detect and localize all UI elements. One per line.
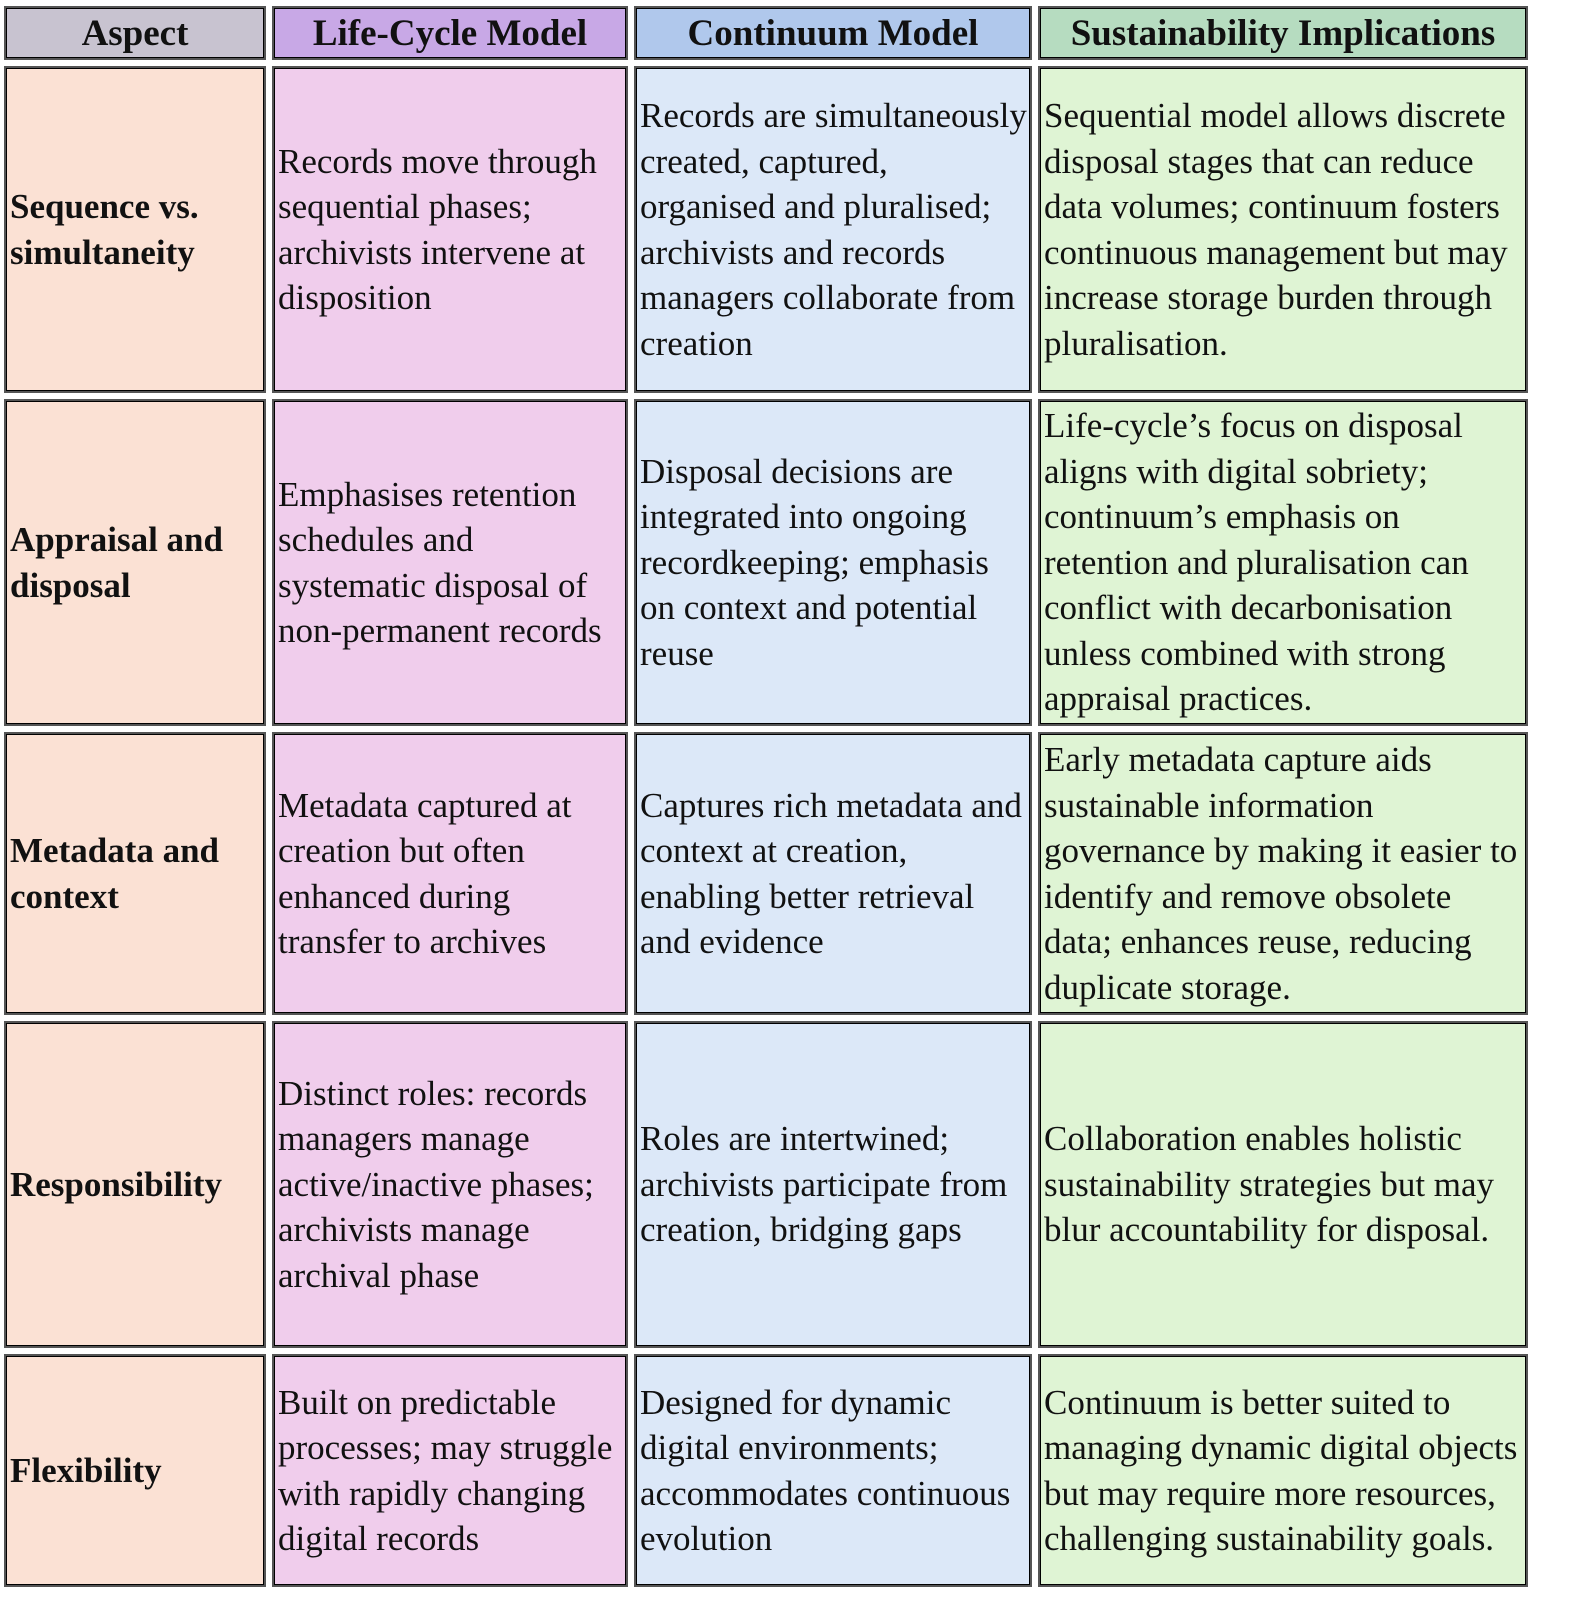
row-3-aspect-text: Metadata and context bbox=[10, 830, 220, 916]
row-1-life-cycle-text: Records move through sequential phases; archivists intervene at disposition bbox=[278, 141, 597, 317]
row-2-aspect bbox=[4, 399, 266, 726]
row-2-life-cycle bbox=[272, 399, 628, 726]
row-3-continuum-text: Captures rich metadata and context at creation, enabling better retrieval and evidence bbox=[640, 785, 1022, 961]
header-sustainability bbox=[1038, 6, 1528, 60]
row-1-aspect bbox=[4, 66, 266, 393]
row-1-life-cycle bbox=[272, 66, 628, 393]
header-continuum bbox=[634, 6, 1032, 60]
comparison-table bbox=[4, 6, 1528, 1587]
row-3-life-cycle bbox=[272, 732, 628, 1015]
row-1-continuum-text: Records are simultaneously created, captured, organised and pluralised; archivists and records managers collaborate from creation bbox=[640, 96, 1027, 363]
row-3-life-cycle-text: Metadata captured at creation but often enhanced during transfer to archives bbox=[278, 785, 572, 961]
row-4-life-cycle bbox=[272, 1021, 628, 1348]
row-3-continuum bbox=[634, 732, 1032, 1015]
row-5-aspect bbox=[4, 1354, 266, 1587]
row-5-continuum bbox=[634, 1354, 1032, 1587]
row-3-aspect bbox=[4, 732, 266, 1015]
row-4-aspect-text: Responsibility bbox=[10, 1164, 222, 1204]
row-4-life-cycle-text: Distinct roles: records managers manage active/inactive phases; archivists manage archival phase bbox=[278, 1073, 594, 1295]
row-2-continuum bbox=[634, 399, 1032, 726]
row-3-sustainability bbox=[1038, 732, 1528, 1015]
row-2-sustainability-text: Life-cycle’s focus on disposal aligns with digital sobriety; continuum’s emphasis on retention and pluralisation can conflict with decarbonisation unless combined with strong appraisal practices. bbox=[1044, 406, 1469, 719]
header-life-cycle bbox=[272, 6, 628, 60]
header-aspect-label: Aspect bbox=[81, 12, 189, 54]
row-5-sustainability bbox=[1038, 1354, 1528, 1587]
row-5-sustainability-text: Continuum is better suited to managing dynamic digital objects but may require more resources, challenging sustainability goals. bbox=[1044, 1382, 1518, 1558]
row-2-continuum-text: Disposal decisions are integrated into ongoing recordkeeping; emphasis on context and potential reuse bbox=[640, 451, 989, 673]
row-2-sustainability bbox=[1038, 399, 1528, 726]
header-aspect bbox=[4, 6, 266, 60]
row-1-sustainability-text: Sequential model allows discrete disposal stages that can reduce data volumes; continuum fosters continuous management but may increase storage burden through pluralisation. bbox=[1044, 96, 1508, 363]
row-4-sustainability-text: Collaboration enables holistic sustainability strategies but may blur accountability for disposal. bbox=[1044, 1119, 1495, 1250]
row-5-aspect-text: Flexibility bbox=[10, 1450, 162, 1490]
row-5-life-cycle bbox=[272, 1354, 628, 1587]
row-4-continuum-text: Roles are intertwined; archivists participate from creation, bridging gaps bbox=[640, 1119, 1008, 1250]
row-4-continuum bbox=[634, 1021, 1032, 1348]
header-continuum-label: Continuum Model bbox=[687, 12, 979, 54]
row-3-sustainability-text: Early metadata capture aids sustainable information governance by making it easier to identify and remove obsolete data; enhances reuse, reducing duplicate storage. bbox=[1044, 740, 1518, 1007]
row-1-sustainability bbox=[1038, 66, 1528, 393]
row-1-aspect-text: Sequence vs. simultaneity bbox=[10, 186, 199, 272]
row-5-continuum-text: Designed for dynamic digital environments; accommodates continuous evolution bbox=[640, 1382, 1011, 1558]
row-2-life-cycle-text: Emphasises retention schedules and systematic disposal of non-permanent records bbox=[278, 474, 602, 650]
row-4-sustainability bbox=[1038, 1021, 1528, 1348]
row-1-continuum bbox=[634, 66, 1032, 393]
header-sustainability-label: Sustainability Implications bbox=[1070, 12, 1496, 54]
row-4-aspect bbox=[4, 1021, 266, 1348]
row-2-aspect-text: Appraisal and disposal bbox=[10, 519, 223, 605]
header-life-cycle-label: Life-Cycle Model bbox=[312, 12, 588, 54]
row-5-life-cycle-text: Built on predictable processes; may struggle with rapidly changing digital records bbox=[278, 1382, 613, 1558]
